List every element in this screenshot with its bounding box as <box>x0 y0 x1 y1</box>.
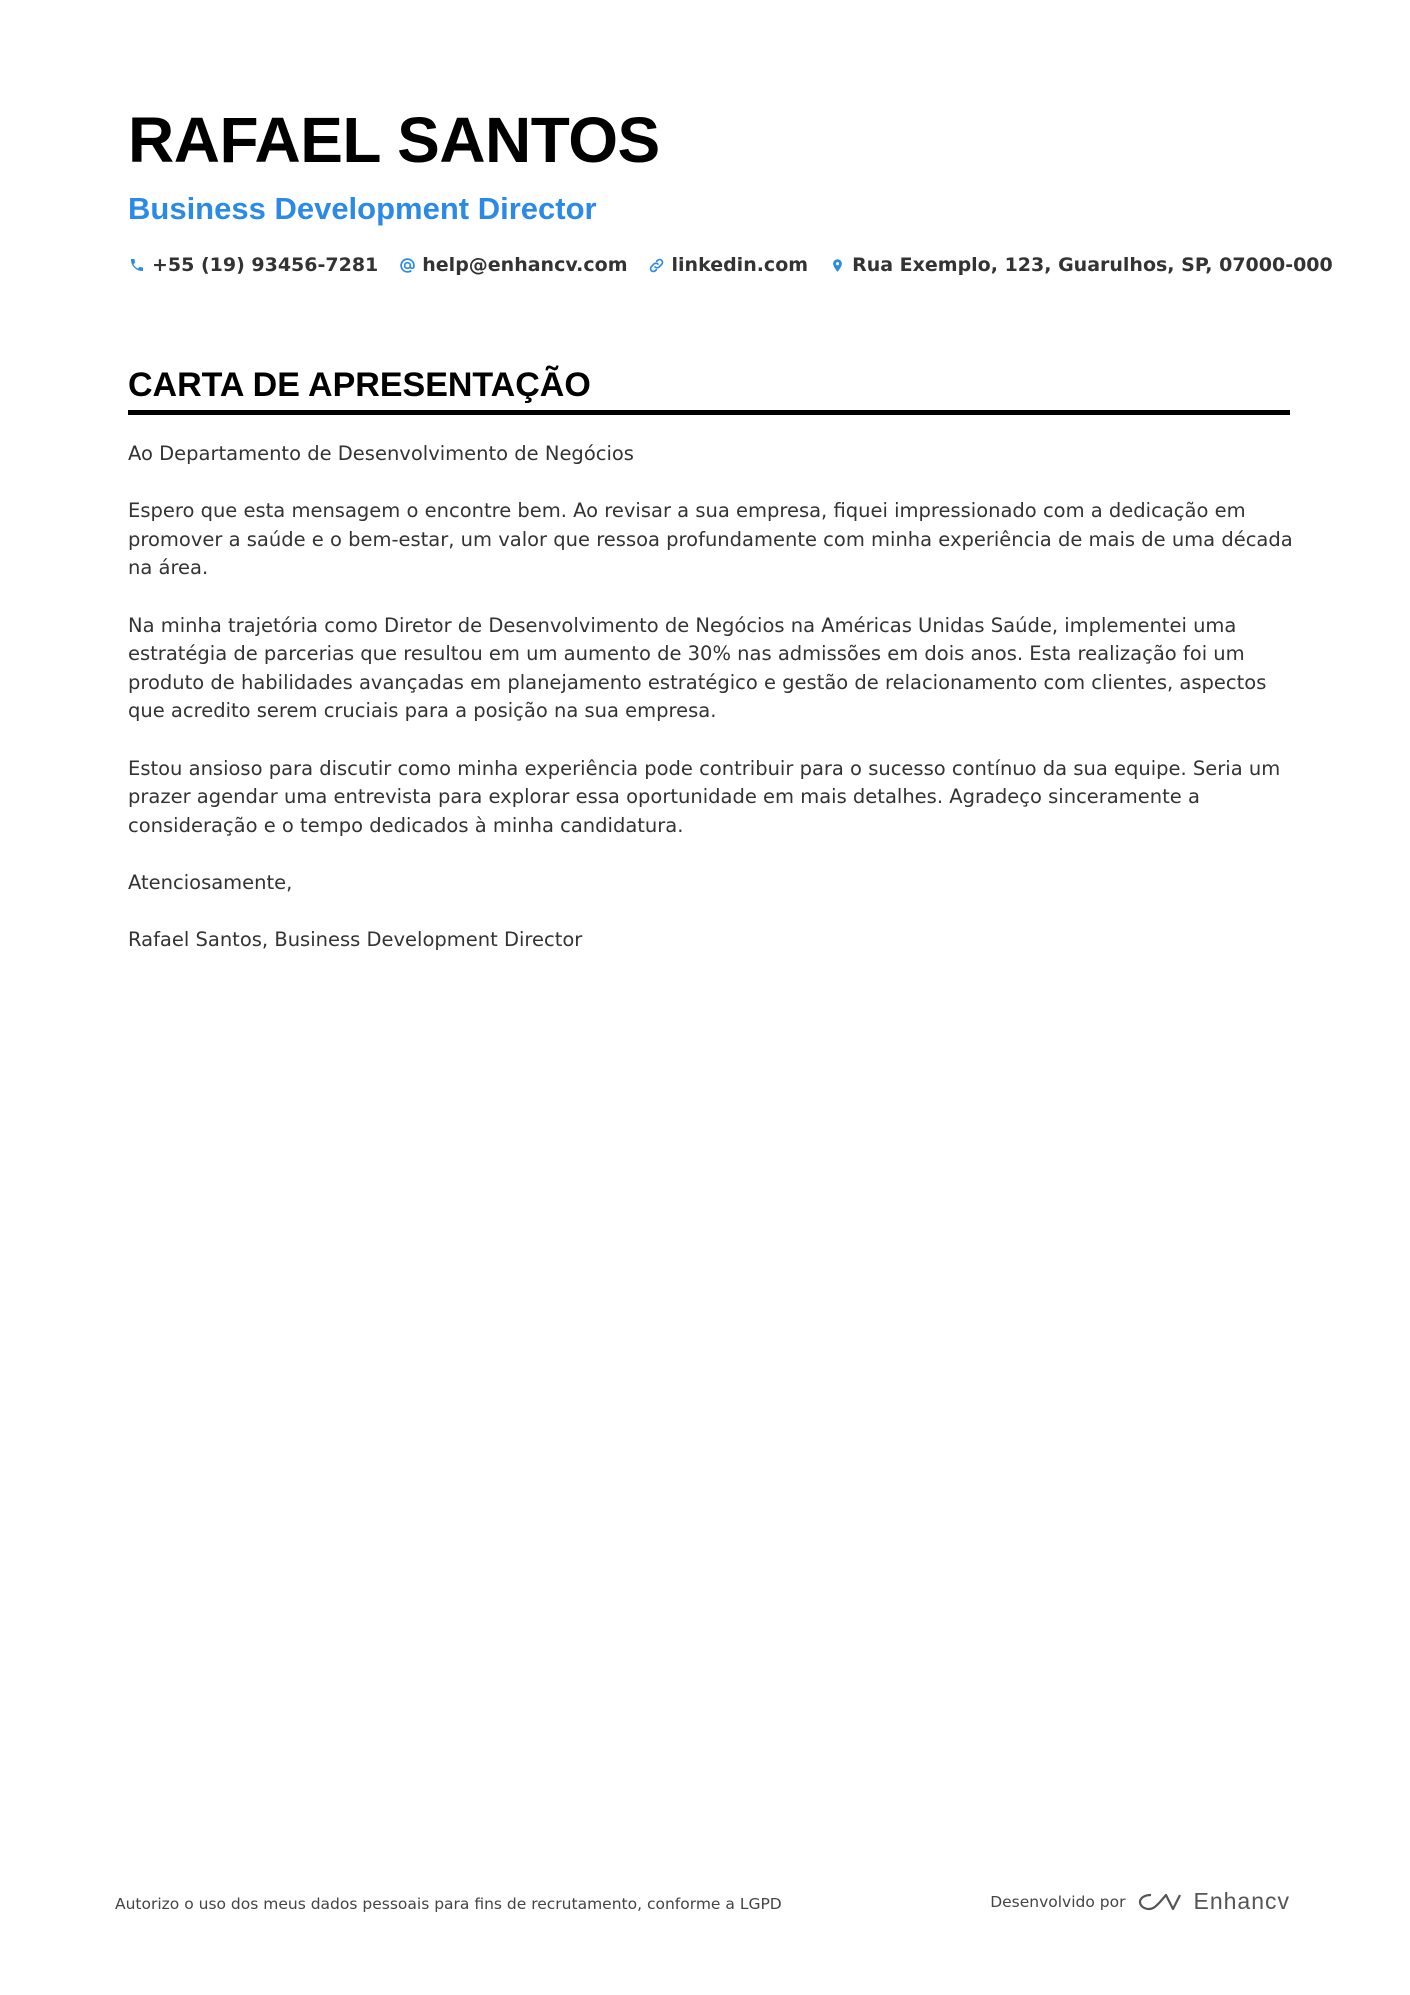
section-title: CARTA DE APRESENTAÇÃO <box>128 366 591 404</box>
enhancv-logo-icon <box>1137 1890 1183 1914</box>
phone-icon <box>128 256 146 274</box>
contact-linkedin[interactable] <box>648 254 809 276</box>
contact-phone <box>128 254 378 276</box>
contact-bar <box>128 254 1353 276</box>
footer-consent: Autorizo o uso dos meus dados pessoais para fins de recrutamento, conforme a LGPD <box>115 1895 782 1913</box>
link-icon <box>648 256 666 274</box>
at-icon <box>398 256 416 274</box>
powered-by-label: Desenvolvido por <box>990 1892 1126 1911</box>
candidate-job-title: Business Development Director <box>128 191 597 226</box>
letter-paragraph: Na minha trajetória como Diretor de Desenvolvimento de Negócios na Américas Unidas Saúde, implementei uma estratégia de parcerias que resultou em um aumento de 30% nas admissões em dois anos. Esta realização foi um produto de habilidades avançadas em planejamento estratégico e gestão de relacionamento com clientes, aspectos que acredito serem cruciais para a posição na sua empresa. <box>128 613 1267 723</box>
letter-closing: Atenciosamente, <box>128 870 293 894</box>
letter-paragraph: Estou ansioso para discutir como minha experiência pode contribuir para o sucesso contínuo da sua equipe. Seria um prazer agendar uma entrevista para explorar essa oportunidade em mais detalhes. Agradeço sinceramente a consideração e o tempo dedicados à minha candidatura. <box>128 756 1281 837</box>
contact-email-text: help@enhancv.com <box>422 254 628 276</box>
contact-address <box>828 254 1333 276</box>
candidate-name: RAFAEL SANTOS <box>128 104 660 176</box>
contact-address-text: Rua Exemplo, 123, Guarulhos, SP, 07000-000 <box>852 254 1333 276</box>
location-pin-icon <box>828 256 846 274</box>
contact-linkedin-text: linkedin.com <box>671 254 809 276</box>
letter-signature: Rafael Santos, Business Development Director <box>128 928 583 952</box>
letter-paragraph: Espero que esta mensagem o encontre bem. Ao revisar a sua empresa, fiquei impressionado com a dedicação em promover a saúde e o bem-estar, um valor que ressoa profundamente com minha experiência de mais de uma década na área. <box>128 499 1293 580</box>
enhancv-logo-text: Enhancv <box>1193 1888 1290 1914</box>
letter-salutation: Ao Departamento de Desenvolvimento de Negócios <box>128 442 634 465</box>
letter-body <box>128 440 1298 983</box>
contact-phone-text: +55 (19) 93456-7281 <box>152 254 379 276</box>
footer-branding[interactable] <box>990 1888 1290 1915</box>
contact-email[interactable] <box>398 254 627 276</box>
section-divider <box>128 410 1290 415</box>
